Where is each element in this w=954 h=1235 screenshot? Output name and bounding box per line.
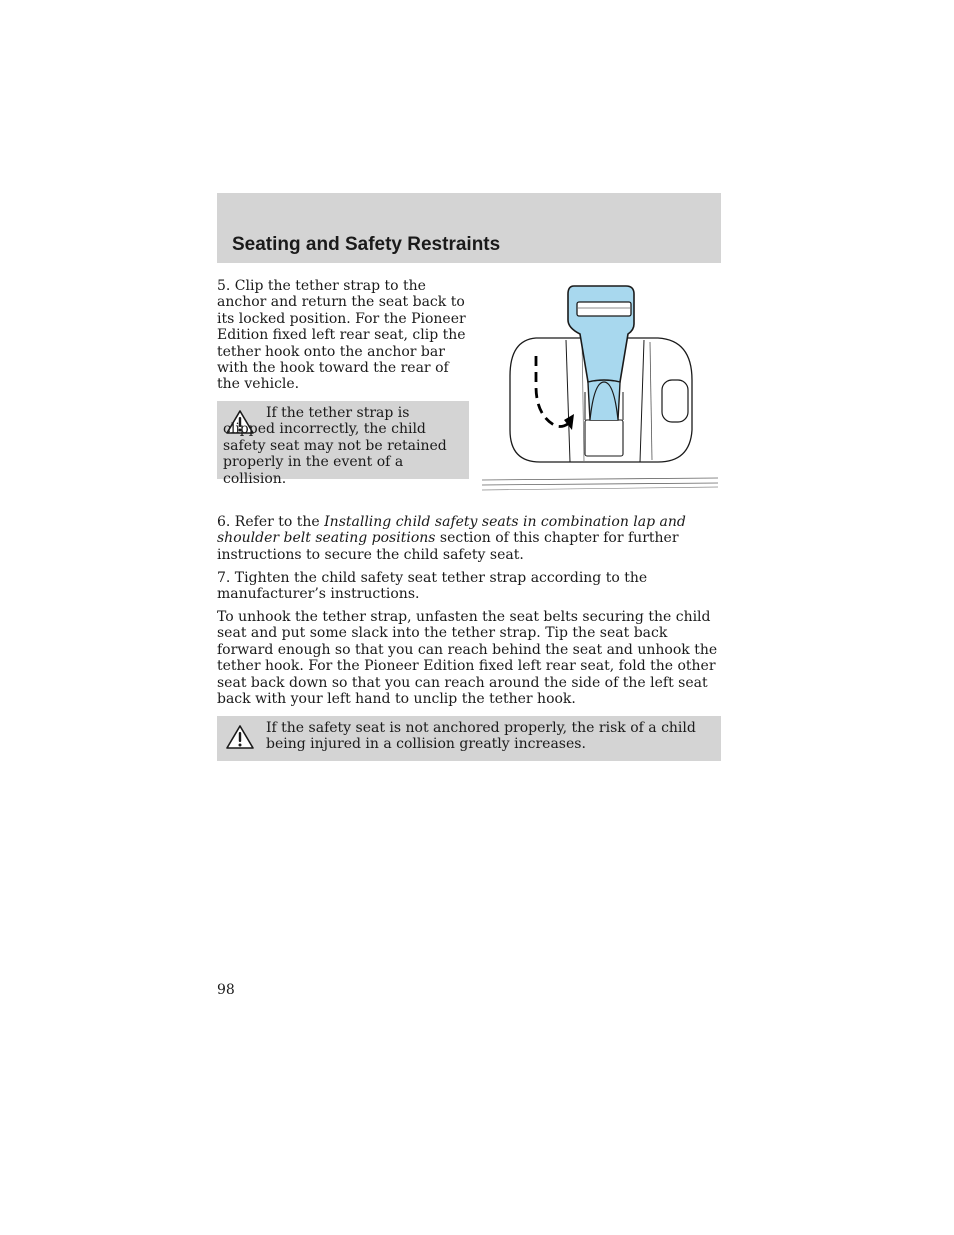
warning-box-tether-clip — [217, 401, 469, 487]
tether-anchor-illustration — [478, 280, 722, 494]
warning-triangle-icon — [225, 724, 255, 750]
seat-back-drawing — [478, 280, 722, 494]
unhook-paragraph: To unhook the tether strap, unfasten the seat belts securing the child seat and put some slack into the tether strap. Tip the seat back forward enough so that you can reach behind the seat and unhook the tether hook. For the Pioneer Edition fixed left rear seat, fold the other seat back down so that you can reach around the side of the left seat back with your left hand to unclip the tether hook. — [217, 609, 718, 708]
section-header-band — [217, 193, 721, 263]
step-5-paragraph: 5. Clip the tether strap to the anchor and return the seat back to its locked position. For the Pioneer Edition fixed left rear seat, clip the tether hook onto the anchor bar with the hook toward the rear of the vehicle. — [217, 278, 466, 393]
warning-box-anchoring — [217, 716, 721, 761]
page-number: 98 — [217, 982, 235, 998]
step-7-paragraph: 7. Tighten the child safety seat tether strap according to the manufacturer’s instructions. — [217, 570, 648, 603]
warning-text: If the tether strap is clipped incorrectly, the child safety seat may not be retained properly in the event of a collision. — [223, 405, 447, 487]
step-6-suffix: section of this chapter for further instructions to secure the child safety seat. — [217, 530, 679, 563]
section-title: Seating and Safety Restraints — [232, 234, 501, 255]
step-6-prefix: 6. Refer to the — [217, 514, 325, 530]
step-6-reference-title: Installing child safety seats in combination lap and shoulder belt seating positions — [217, 514, 686, 547]
warning-text: If the safety seat is not anchored properly, the risk of a child being injured in a collision greatly increases. — [266, 720, 696, 753]
step-6-paragraph — [217, 514, 721, 563]
